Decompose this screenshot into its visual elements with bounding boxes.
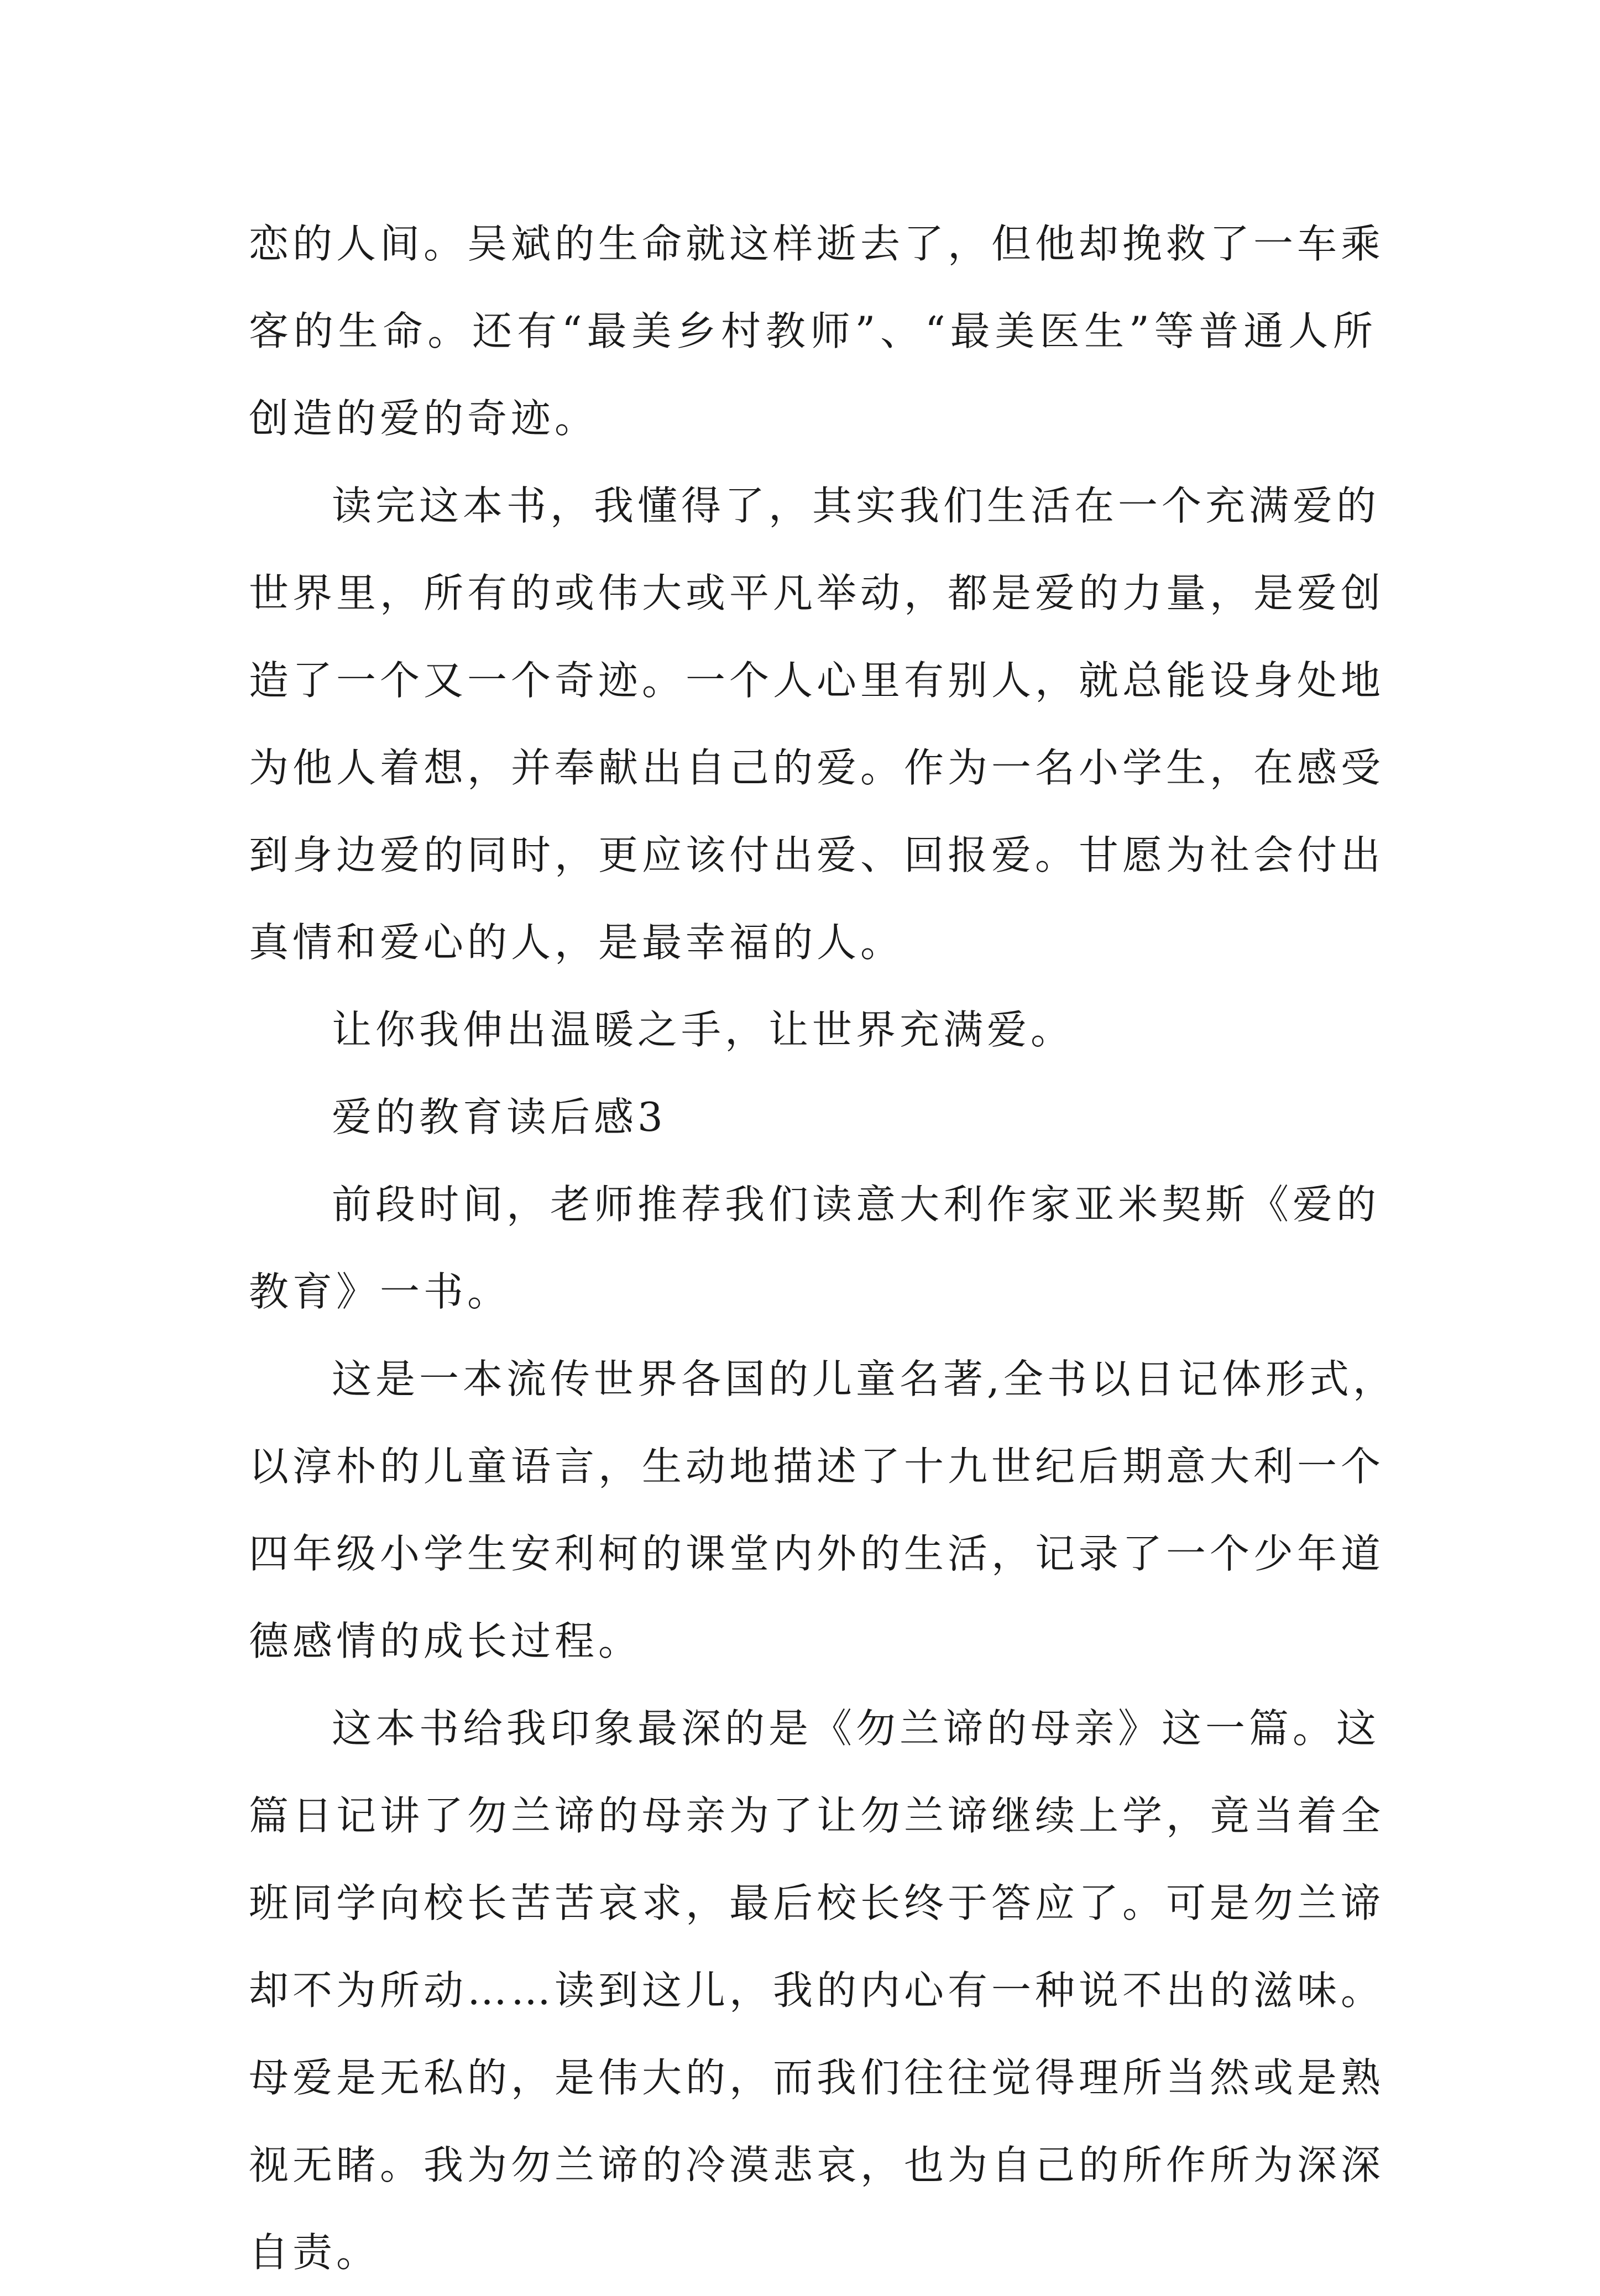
section-heading: 爱的教育读后感3 [332, 1094, 667, 1140]
text-line: 视无睹。我为勿兰谛的冷漠悲哀，也为自己的所作所为深深 [249, 2142, 1385, 2188]
text-line: 班同学向校长苦苦哀求，最后校长终于答应了。可是勿兰谛 [249, 1880, 1385, 1926]
text-line: 让你我伸出温暖之手，让世界充满爱。 [332, 1007, 1075, 1053]
document-body [249, 200, 1397, 2296]
text-line: 前段时间，老师推荐我们读意大利作家亚米契斯《爱的 [332, 1181, 1381, 1228]
text-line: 真情和爱心的人，是最幸福的人。 [249, 919, 904, 966]
text-line: 为他人着想，并奉献出自己的爱。作为一名小学生，在感受 [249, 745, 1385, 791]
text-line: 世界里，所有的或伟大或平凡举动，都是爱的力量，是爱创 [249, 570, 1385, 616]
text-line: 自责。 [249, 2229, 380, 2276]
text-line: 客的生命。还有“最美乡村教师”、“最美医生”等普通人所 [249, 308, 1377, 354]
text-line: 母爱是无私的，是伟大的，而我们往往觉得理所当然或是熟 [249, 2054, 1385, 2101]
text-line: 篇日记讲了勿兰谛的母亲为了让勿兰谛继续上学，竟当着全 [249, 1792, 1385, 1839]
text-line: 读完这本书，我懂得了，其实我们生活在一个充满爱的 [332, 483, 1381, 529]
text-line: 恋的人间。吴斌的生命就这样逝去了，但他却挽救了一车乘 [249, 221, 1385, 267]
text-line: 创造的爱的奇迹。 [249, 395, 599, 442]
text-line: 却不为所动……读到这儿，我的内心有一种说不出的滋味。 [249, 1967, 1385, 2014]
text-line: 造了一个又一个奇迹。一个人心里有别人，就总能设身处地 [249, 657, 1385, 704]
text-line: 四年级小学生安利柯的课堂内外的生活，记录了一个少年道 [249, 1530, 1385, 1577]
text-line: 到身边爱的同时，更应该付出爱、回报爱。甘愿为社会付出 [249, 832, 1385, 878]
text-line: 教育》一书。 [249, 1268, 511, 1315]
text-line: 德感情的成长过程。 [249, 1618, 642, 1664]
text-line: 这是一本流传世界各国的儿童名著,全书以日记体形式， [332, 1356, 1397, 1402]
text-line: 这本书给我印象最深的是《勿兰谛的母亲》这一篇。这 [332, 1705, 1381, 1752]
text-line: 以淳朴的儿童语言，生动地描述了十九世纪后期意大利一个 [249, 1443, 1385, 1490]
